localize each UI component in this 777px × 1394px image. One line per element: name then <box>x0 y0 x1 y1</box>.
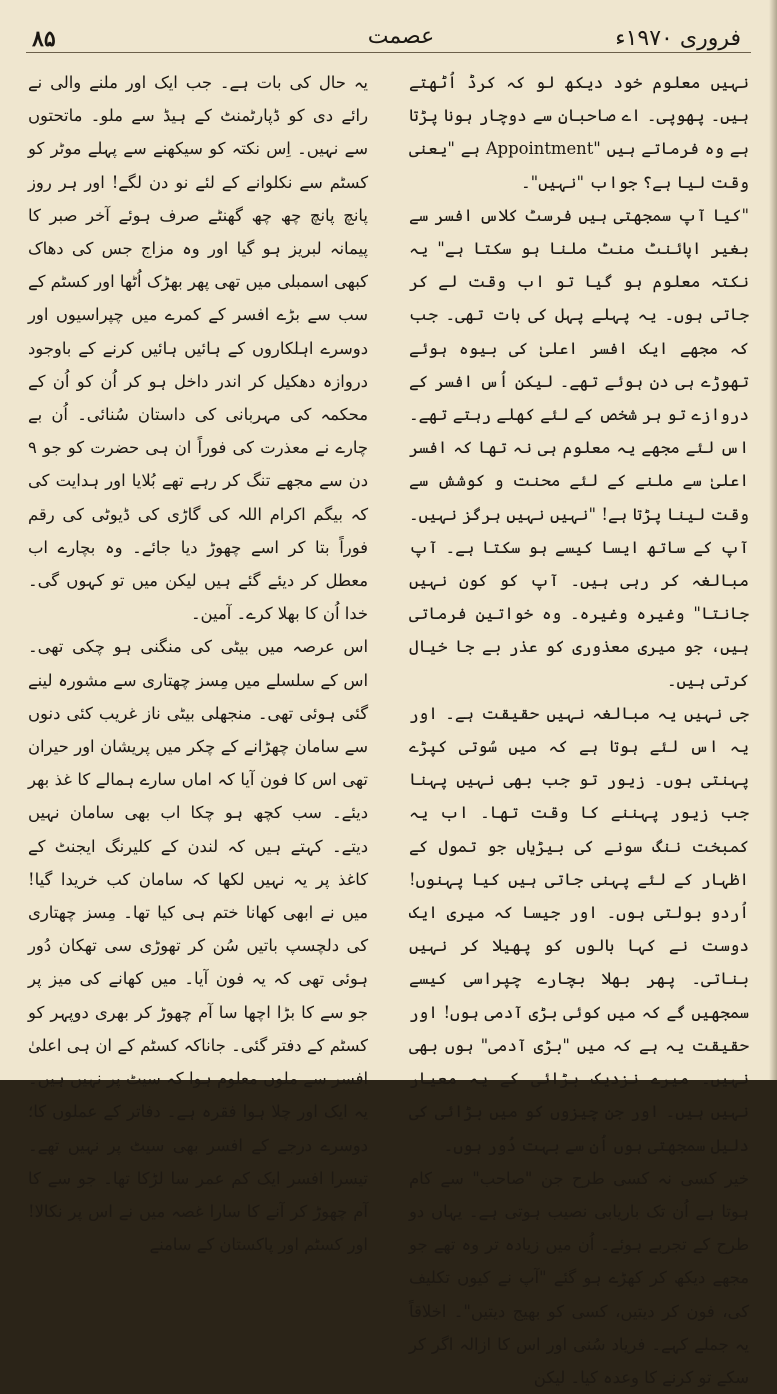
right-text-column <box>409 66 749 1387</box>
paragraph: یہ حال کی بات ہے۔ جب ایک اور ملنے والی نے رائے دی کو ڈپارٹمنٹ کے ہیڈ سے ملو۔ ماتحتوں سے نہیں۔ اِس نکتہ کو سیکھنے سے پہلے موٹر کو کسٹم سے نکلوانے کے لئے نو دن لگے! اور ہر روز پانچ پانچ چھ چھ گھنٹے صرف ہوئے آخر صبر کا پیمانہ لبریز ہو گیا اور وہ مزاج جس کی دھاک کبھی اسمبلی میں تھی پھر بھڑک اُٹھا اور کسٹم کے سب سے بڑے افسر کے کمرے میں چپراسیوں اور دوسرے اہلکاروں کے ہائیں ہائیں کرنے کے باوجود دروازہ دھکیل کر اندر داخل ہو کر اُن کو اُن کے محکمہ کی مہربانی کی داستان سُنائی۔ اُن بے چارے نے معذرت کی فوراً ان ہی حضرت کو جو ۹ دن سے مجھے تنگ کر رہے تھے بُلایا اور ہدایت کی کہ بیگم اکرام اللہ کی گاڑی کی ڈیوٹی کی رقم فوراً بتا کر اسے چھوڑ دیا جائے۔ وہ بچارے اب معطل کر دیئے گئے ہیں لیکن میں تو کہوں گی۔ خدا اُن کا بھلا کرے۔ آمین۔ <box>28 73 368 624</box>
paragraph: خیر کسی نہ کسی طرح جن "صاحب" سے کام ہوتا ہے اُن تک باریابی نصیب ہوتی ہے۔ یہاں دو طرح کے تجربے ہوئے۔ اُن میں زیادہ تر وہ تھے جو مجھے دیکھ کر کھڑے ہو گئے "آپ نے کیوں تکلیف کی، فون کر دیتیں، کسی کو بھیج دیتیں"۔ اخلاقاً یہ جملے کہے۔ فریاد سُنی اور اس کا ازالہ اگر کر سکے تو کرنے کا وعدہ کیا۔ لیکن <box>409 1168 749 1387</box>
page-edge-shadow <box>769 0 777 1080</box>
paragraph: اس عرصہ میں بیٹی کی منگنی ہو چکی تھی۔ اس کے سلسلے میں مِسز چھتاری سے مشورہ لینے گئی ہوئی تھی۔ منجھلی بیٹی ناز غریب کئی دنوں سے سامان چھڑانے کے چکر میں پریشان اور حیران تھی اس کا فون آیا کہ اماں سارے ہمالے کا غذ بھر دیئے۔ سب کچھ ہو چکا اب بھی سامان نہیں دیتے۔ کہتے ہیں کہ لندن کے کلیرنگ ایجنٹ کے کاغذ پر یہ نہیں لکھا کہ سامان کب خریدا گیا! میں نے ابھی کھانا ختم ہی کیا تھا۔ مِسز چھتاری کی دلچسپ باتیں سُن کر تھوڑی سی تھکان دُور ہوئی تھی کہ یہ فون آیا۔ میں کھانے کی میز پر جو سے کا بڑا اچھا سا آم چھوڑ کر بھری دوپہر کو کسٹم کے دفتر گئی۔ جاناکہ کسٹم کے ان ہی اعلیٰ افسر سے ملوں معلوم ہوا کہ سیٹ پر نہیں ہیں۔ یہ ایک اور چلا ہوا فقرہ ہے۔ دفاتر کے عملوں کا؛ دوسرے درجے کے افسر بھی سیٹ پر نہیں تھے۔ تیسرا افسر ایک کم عمر سا لڑکا تھا۔ جو سے کا آم چھوڑ کر آنے کا سارا غصہ میں نے اس پر نکالا! اور کسٹم اور پاکستان کے سامنے <box>28 637 368 1255</box>
paragraph: جی نہیں یہ مبالغہ نہیں حقیقت ہے۔ اور یہ اس لئے ہوتا ہے کہ میں سُوتی کپڑے پہنتی ہوں۔ زیور تو جب بھی نہیں پہنا جب زیور پہننے کا وقت تھا۔ اب یہ کمبخت ننگ سونے کی بیڑیاں جو تمول کے اظہار کے لئے پہنی جاتی ہیں کیا پہنوں! اُردو بولتی ہوں۔ اور جیسا کہ میری ایک دوست نے کہا بالوں کو پھیلا کر نہیں بناتی۔ پھر بھلا بچارے چپراسی کیسے سمجھیں گے کہ میں کوئی بڑی آدمی ہوں! اور حقیقت یہ ہے کہ میں "بڑی آدمی" ہوں بھی نہیں۔ میرے نزدیک بڑائی کے یہ معیار نہیں ہیں۔ اور جن چیزوں کو میں بڑائی کی دلیل سمجھتی ہوں اُن سے بہت دُور ہوں۔ <box>409 703 749 1155</box>
page-header <box>26 14 751 60</box>
left-text-column <box>28 66 368 1255</box>
page-number: ۸۵ <box>32 26 56 52</box>
paragraph: "کیا آپ سمجھتی ہیں فرسٹ کلاس افسر سے بغیر اپائنٹ منٹ ملنا ہو سکتا ہے" یہ نکتہ معلوم ہو گیا تو اب وقت لے کر جاتی ہوں۔ یہ پہلے پہل کی بات تھی۔ جب کہ مجھے ایک افسر اعلیٰ کی بیوہ ہوئے تھوڑے ہی دن ہوئے تھے۔ لیکن اُس افسر کے دروازے تو ہر شخص کے لئے کھلے رہتے تھے۔ اس لئے مجھے یہ معلوم ہی نہ تھا کہ افسر اعلیٰ سے ملنے کے لئے محنت و کوشش سے وقت لینا پڑتا ہے! "نہیں نہیں ہرگز نہیں۔ آپ کے ساتھ ایسا کیسے ہو سکتا ہے۔ آپ مبالغہ کر رہی ہیں۔ آپ کو کون نہیں جانتا" وغیرہ وغیرہ۔ وہ خواتین فرماتی ہیں، جو میری معذوری کو عذر بے جا خیال کرتی ہیں۔ <box>409 205 749 690</box>
paragraph: نہیں معلوم خود دیکھ لو کہ کرڈ اُٹھتے ہیں۔ پھوپی۔ اے صاحبان سے دوچار ہونا پڑتا ہے وہ فرماتے ہیں "Appointment ہے "یعنی وقت لیا ہے؟ جواب "نہیں"۔ <box>409 73 749 192</box>
issue-date: فروری ۱۹۷۰ء <box>615 26 741 51</box>
header-rule <box>26 52 751 53</box>
magazine-title: عصمت <box>367 24 435 49</box>
